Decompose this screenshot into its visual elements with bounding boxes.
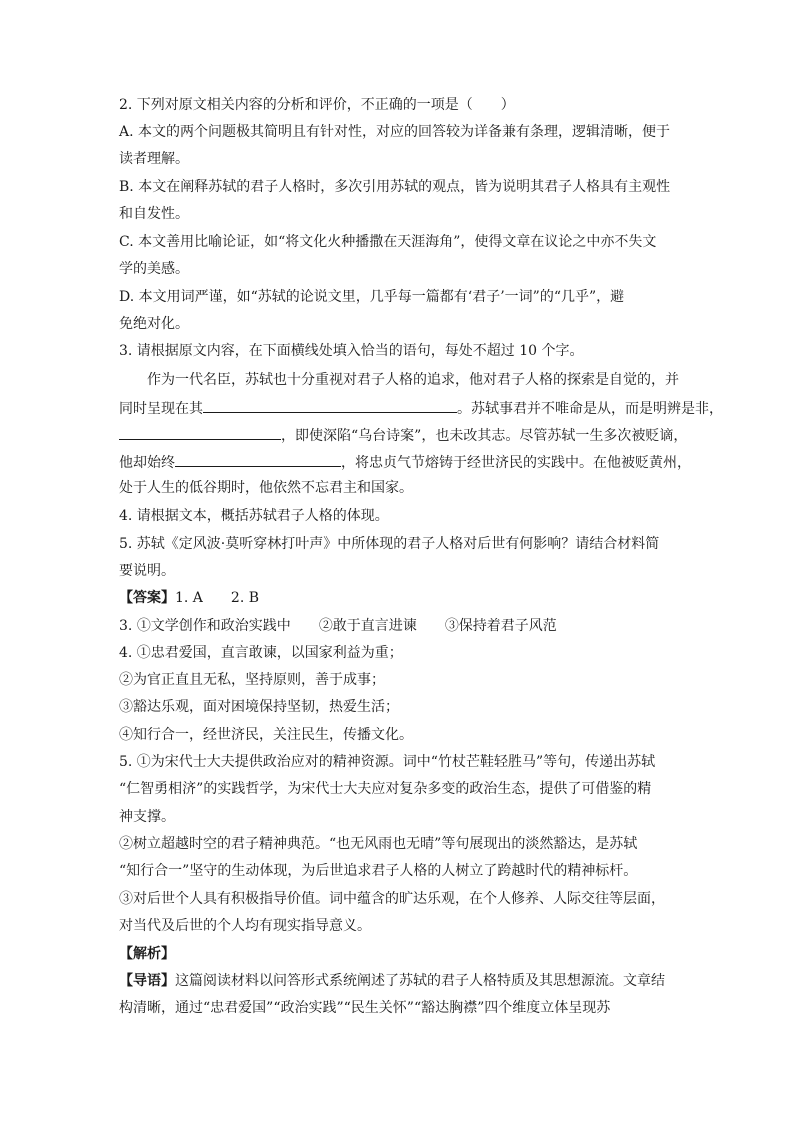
fill-blank-2[interactable] — [119, 425, 281, 440]
q4-stem: 4. 请根据文本，概括苏轼君子人格的体现。 — [119, 508, 389, 524]
q2-option-c-line2: 学的美感。 — [119, 261, 189, 277]
answer-row-1 — [119, 589, 679, 607]
q2-option-b-line2: 和自发性。 — [119, 206, 189, 222]
q3-paragraph-line4 — [119, 452, 691, 472]
answer-2: 2. B — [230, 590, 260, 606]
answer-1: 1. A — [175, 590, 203, 606]
analysis-label: 【解析】 — [119, 946, 175, 962]
q2-option-b-line1: B. 本文在阐释苏轼的君子人格时，多次引用苏轼的观点，皆为说明其君子人格具有主观性 — [119, 179, 671, 195]
q3-text: 他却始终 — [119, 455, 175, 471]
q3-text: 同时呈现在其 — [119, 401, 203, 417]
analysis-guide-line1: 【导语】这篇阅读材料以问答形式系统阐述了苏轼的君子人格特质及其思想源流。文章结 — [119, 973, 665, 989]
answer-label: 【答案】 — [119, 590, 175, 606]
q2-option-c-line1: C. 本文善用比喻论证，如“将文化火种播撒在天涯海角”，使得文章在议论之中亦不失文 — [119, 234, 657, 250]
q3-paragraph-line1: 作为一代名臣，苏轼也十分重视对君子人格的追求，他对君子人格的探索是自觉的，并 — [147, 372, 679, 388]
answer-4-item2: ②为官正直且无私，坚持原则，善于成事； — [119, 672, 385, 688]
q2-option-d-line2: 免绝对化。 — [119, 316, 189, 332]
answer-5-item2-line1: ②树立超越时空的君子精神典范。“也无风雨也无晴”等句展现出的淡然豁达，是苏轼 — [119, 836, 638, 852]
q3-stem: 3. 请根据原文内容，在下面横线处填入恰当的语句，每处不超过 10 个字。 — [119, 343, 584, 359]
q3-text: ，即使深陷“乌台诗案”，也未改其志。尽管苏轼一生多次被贬谪， — [281, 428, 688, 444]
q5-stem-line2: 要说明。 — [119, 563, 175, 579]
fill-blank-3[interactable] — [175, 452, 341, 467]
guide-label: 【导语】 — [119, 973, 175, 989]
answer-5-item2-line2: “知行合一”坚守的生动体现，为后世追求君子人格的人树立了跨越时代的精神标杆。 — [119, 863, 638, 879]
answer-4-item1: 4. ①忠君爱国，直言敢谏，以国家利益为重； — [119, 645, 403, 661]
answer-5-item3-line1: ③对后世个人具有积极指导价值。词中蕴含的旷达乐观，在个人修养、人际交往等层面， — [119, 891, 665, 907]
answer-4-item3: ③豁达乐观，面对困境保持坚韧，热爱生活； — [119, 699, 399, 715]
answer-3-item2: ②敢于直言进谏 — [318, 618, 417, 634]
answer-3-item1: ①文学创作和政治实践中 — [136, 618, 291, 634]
q3-paragraph-line2 — [119, 398, 723, 418]
answer-3-item3: ③保持着君子风范 — [444, 618, 557, 634]
q2-option-d-line1: D. 本文用词严谨，如“苏轼的论说文里，几乎每一篇都有‘君子’一词”的“几乎”，避 — [119, 289, 625, 305]
analysis-guide-line2: 构清晰，通过“忠君爱国”“政治实践”“民生关怀”“豁达胸襟”四个维度立体呈现苏 — [119, 1000, 611, 1016]
fill-blank-1[interactable] — [203, 398, 457, 413]
q2-option-a-line2: 读者理解。 — [119, 151, 189, 167]
answer-4-item4: ④知行合一，经世济民，关注民生，传播文化。 — [119, 727, 413, 743]
q3-paragraph-line3 — [119, 425, 688, 445]
q3-text: 。苏轼事君并不唯命是从，而是明辨是非， — [457, 401, 723, 417]
answer-5-item3-line2: 对当代及后世的个人均有现实指导意义。 — [119, 918, 371, 934]
q3-text: ，将忠贞气节熔铸于经世济民的实践中。在他被贬黄州， — [341, 455, 691, 471]
q2-option-a-line1: A. 本文的两个问题极其简明且有针对性，对应的回答较为详备兼有条理，逻辑清晰，便于 — [119, 124, 671, 140]
q2-stem: 2. 下列对原文相关内容的分析和评价，不正确的一项是（ ） — [119, 97, 515, 113]
answer-5-item1-line1: 5. ①为宋代士大夫提供政治应对的精神资源。词中“竹杖芒鞋轻胜马”等句，传递出苏轼 — [119, 754, 656, 770]
answer-3: 3. ①文学创作和政治实践中 ②敢于直言进谏 ③保持着君子风范 — [119, 618, 557, 634]
answer-5-item1-line3: 神支撑。 — [119, 809, 175, 825]
q5-stem-line1: 5. 苏轼《定风波·莫听穿林打叶声》中所体现的君子人格对后世有何影响？请结合材料简 — [119, 536, 660, 552]
q3-paragraph-line5: 处于人生的低谷期时，他依然不忘君主和国家。 — [119, 480, 413, 496]
answer-5-item1-line2: “仁智勇相济”的实践哲学，为宋代士大夫应对复杂多变的政治生态，提供了可借鉴的精 — [119, 781, 652, 797]
